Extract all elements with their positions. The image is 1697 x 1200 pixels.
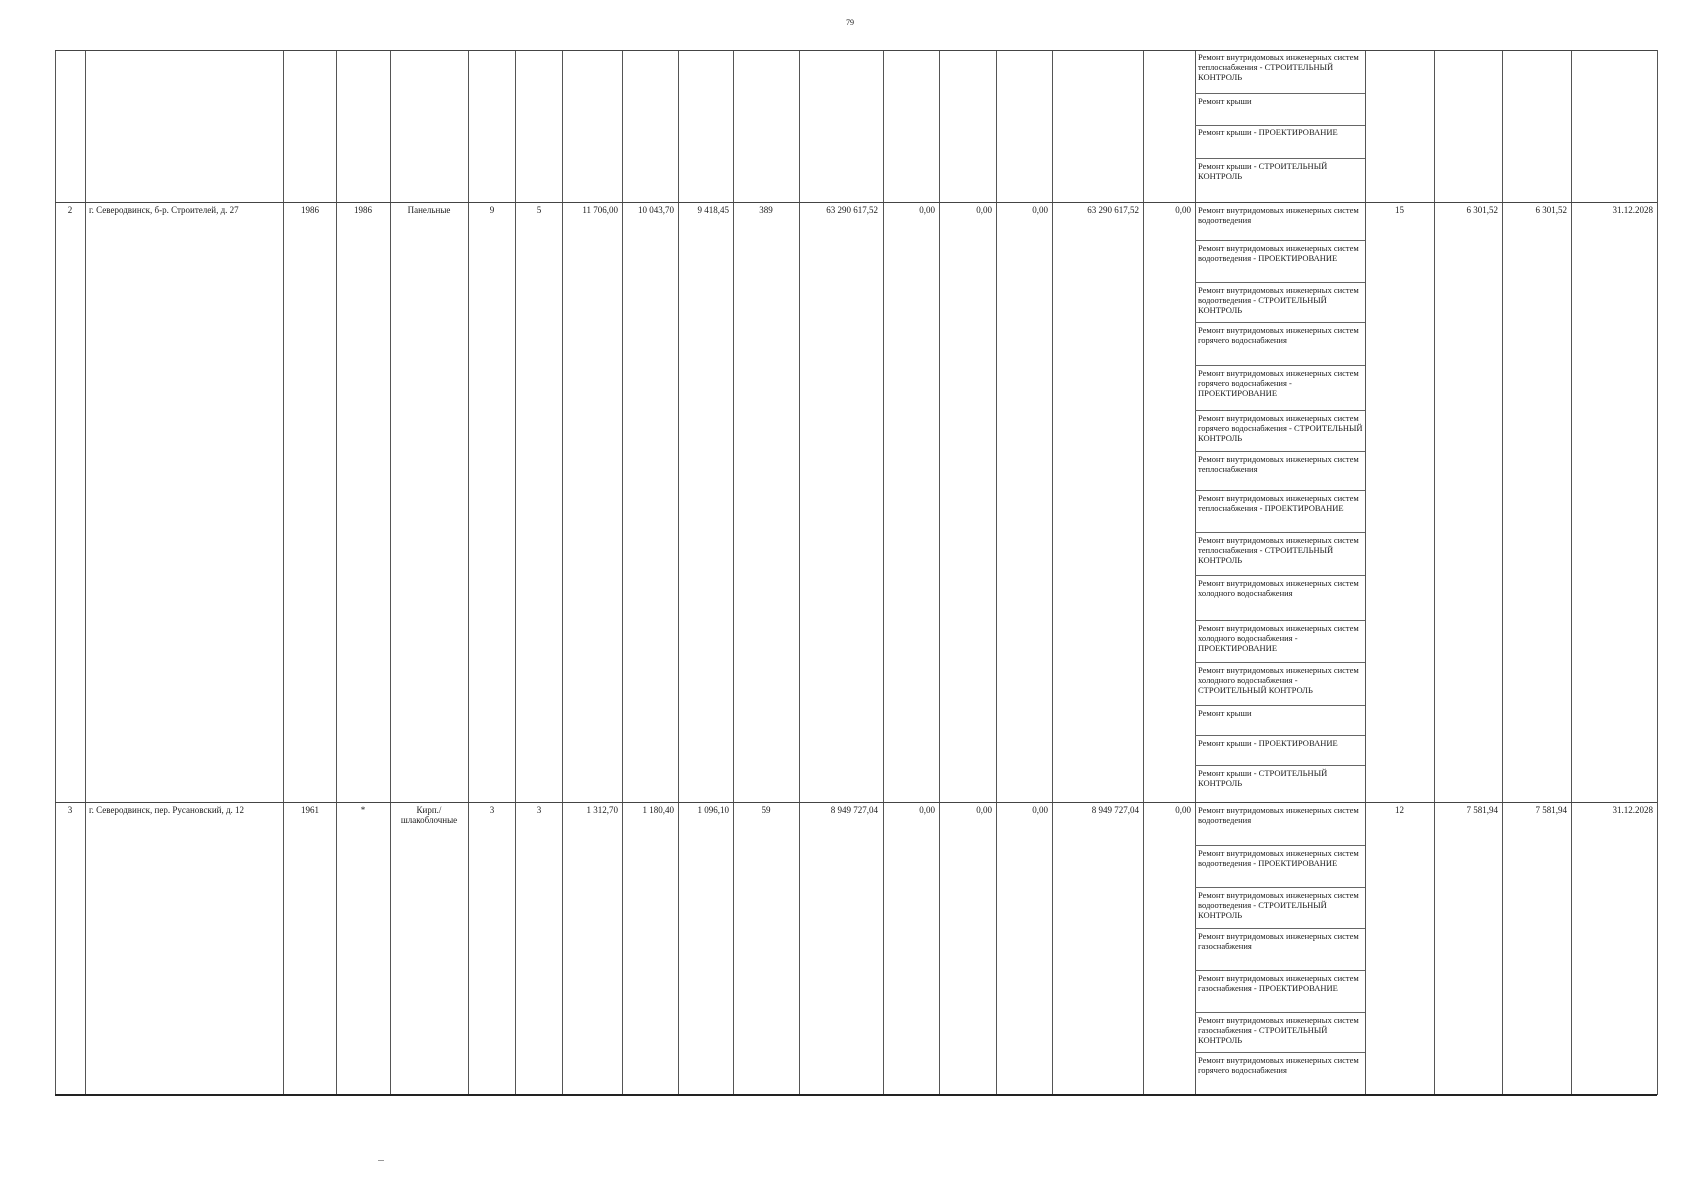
work-item: Ремонт внутридомовых инженерных систем водоотведения: [1198, 805, 1359, 825]
work-item: Ремонт внутридомовых инженерных систем теплоснабжения: [1198, 454, 1359, 474]
grid-line: [622, 50, 623, 1095]
grid-line: [733, 50, 734, 1095]
work-item: Ремонт внутридомовых инженерных систем холодного водоснабжения - СТРОИТЕЛЬНЫЙ КОНТРОЛЬ: [1198, 665, 1359, 695]
row-border: [55, 50, 1657, 51]
work-separator: [1195, 93, 1365, 94]
work-item: Ремонт крыши - ПРОЕКТИРОВАНИЕ: [1198, 738, 1338, 748]
works-count: 12: [1395, 805, 1404, 815]
grid-line: [55, 50, 56, 1095]
work-separator: [1195, 532, 1365, 533]
row-border: [55, 202, 1657, 203]
work-separator: [1195, 125, 1365, 126]
year-built: 1986: [301, 205, 319, 215]
work-item: Ремонт внутридомовых инженерных систем водоотведения - ПРОЕКТИРОВАНИЕ: [1198, 243, 1359, 263]
work-separator: [1195, 970, 1365, 971]
fund-other: 0,00: [1175, 805, 1191, 815]
residents: 59: [761, 805, 771, 815]
grid-line: [1365, 50, 1366, 1095]
area-residential: 9 418,45: [697, 205, 729, 215]
work-separator: [1195, 282, 1365, 283]
work-separator: [1195, 928, 1365, 929]
floors: 9: [489, 205, 495, 215]
row-number: 3: [67, 805, 73, 815]
fund-local: 0,00: [1032, 205, 1048, 215]
fund-federal: 0,00: [919, 205, 935, 215]
area-total: 11 706,00: [582, 205, 618, 215]
work-item: Ремонт внутридомовых инженерных систем горячего водоснабжения: [1198, 325, 1359, 345]
residents: 389: [759, 205, 773, 215]
work-item: Ремонт крыши - ПРОЕКТИРОВАНИЕ: [1198, 127, 1338, 137]
work-separator: [1195, 620, 1365, 621]
grid-line: [1195, 50, 1196, 1095]
deadline: 31.12.2028: [1612, 205, 1653, 215]
work-separator: [1195, 158, 1365, 159]
work-separator: [1195, 575, 1365, 576]
unit-cost: 7 581,94: [1466, 805, 1498, 815]
work-separator: [1195, 490, 1365, 491]
fund-federal: 0,00: [919, 805, 935, 815]
year-overhaul: 1986: [354, 205, 372, 215]
grid-line: [1502, 50, 1503, 1095]
grid-line: [336, 50, 337, 1095]
grid-line: [939, 50, 940, 1095]
limit-cost: 7 581,94: [1535, 805, 1567, 815]
work-item: Ремонт внутридомовых инженерных систем горячего водоснабжения - СТРОИТЕЛЬНЫЙ КОНТРОЛЬ: [1198, 413, 1363, 443]
fund-regional: 0,00: [976, 805, 992, 815]
work-item: Ремонт внутридомовых инженерных систем горячего водоснабжения - ПРОЕКТИРОВАНИЕ: [1198, 368, 1359, 398]
row-border: [55, 802, 1657, 803]
year-overhaul: *: [360, 805, 366, 815]
area-premises: 1 180,40: [642, 805, 674, 815]
work-separator: [1195, 765, 1365, 766]
work-item: Ремонт крыши: [1198, 708, 1252, 718]
fund-owners: 63 290 617,52: [1087, 205, 1139, 215]
work-item: Ремонт внутридомовых инженерных систем теплоснабжения - СТРОИТЕЛЬНЫЙ КОНТРОЛЬ: [1198, 52, 1359, 82]
work-item: Ремонт внутридомовых инженерных систем холодного водоснабжения - ПРОЕКТИРОВАНИЕ: [1198, 623, 1359, 653]
area-premises: 10 043,70: [638, 205, 674, 215]
grid-line: [468, 50, 469, 1095]
grid-line: [996, 50, 997, 1095]
work-item: Ремонт крыши: [1198, 96, 1252, 106]
entrances: 3: [536, 805, 542, 815]
unit-cost: 6 301,52: [1466, 205, 1498, 215]
fund-regional: 0,00: [976, 205, 992, 215]
work-item: Ремонт внутридомовых инженерных систем газоснабжения - ПРОЕКТИРОВАНИЕ: [1198, 973, 1359, 993]
row-number: 2: [67, 205, 73, 215]
grid-line: [390, 50, 391, 1095]
work-item: Ремонт внутридомовых инженерных систем газоснабжения: [1198, 931, 1359, 951]
area-residential: 1 096,10: [697, 805, 729, 815]
fund-local: 0,00: [1032, 805, 1048, 815]
work-item: Ремонт внутридомовых инженерных систем водоотведения - СТРОИТЕЛЬНЫЙ КОНТРОЛЬ: [1198, 285, 1359, 315]
work-separator: [1195, 365, 1365, 366]
work-separator: [1195, 735, 1365, 736]
year-built: 1961: [301, 805, 319, 815]
grid-line: [562, 50, 563, 1095]
grid-line: [1657, 50, 1658, 1095]
works-count: 15: [1395, 205, 1404, 215]
address: г. Северодвинск, пер. Русановский, д. 12: [89, 805, 245, 815]
work-separator: [1195, 845, 1365, 846]
grid-line: [283, 50, 284, 1095]
grid-line: [1434, 50, 1435, 1095]
cost-total: 8 949 727,04: [830, 805, 878, 815]
scan-mark: [378, 1160, 384, 1161]
grid-line: [678, 50, 679, 1095]
grid-line: [883, 50, 884, 1095]
cost-total: 63 290 617,52: [826, 205, 878, 215]
area-total: 1 312,70: [586, 805, 618, 815]
work-item: Ремонт крыши - СТРОИТЕЛЬНЫЙ КОНТРОЛЬ: [1198, 161, 1328, 181]
work-separator: [1195, 705, 1365, 706]
grid-line: [1052, 50, 1053, 1095]
work-item: Ремонт внутридомовых инженерных систем водоотведения - СТРОИТЕЛЬНЫЙ КОНТРОЛЬ: [1198, 890, 1359, 920]
grid-line: [85, 50, 86, 1095]
grid-line: [799, 50, 800, 1095]
work-separator: [1195, 240, 1365, 241]
grid-line: [515, 50, 516, 1095]
grid-line: [1143, 50, 1144, 1095]
wall-material: Кирп./ шлакоблочные: [400, 805, 458, 825]
floors: 3: [489, 805, 495, 815]
address: г. Северодвинск, б-р. Строителей, д. 27: [89, 205, 239, 215]
entrances: 5: [536, 205, 542, 215]
work-separator: [1195, 451, 1365, 452]
work-item: Ремонт внутридомовых инженерных систем водоотведения: [1198, 205, 1359, 225]
work-item: Ремонт внутридомовых инженерных систем водоотведения - ПРОЕКТИРОВАНИЕ: [1198, 848, 1359, 868]
fund-owners: 8 949 727,04: [1091, 805, 1139, 815]
work-item: Ремонт внутридомовых инженерных систем теплоснабжения - СТРОИТЕЛЬНЫЙ КОНТРОЛЬ: [1198, 535, 1359, 565]
work-item: Ремонт крыши - СТРОИТЕЛЬНЫЙ КОНТРОЛЬ: [1198, 768, 1328, 788]
table-bottom-border: [55, 1094, 1657, 1096]
work-separator: [1195, 1052, 1365, 1053]
limit-cost: 6 301,52: [1535, 205, 1567, 215]
deadline: 31.12.2028: [1612, 805, 1653, 815]
fund-other: 0,00: [1175, 205, 1191, 215]
work-item: Ремонт внутридомовых инженерных систем горячего водоснабжения: [1198, 1055, 1359, 1075]
wall-material: Панельные: [407, 205, 451, 215]
work-separator: [1195, 887, 1365, 888]
work-item: Ремонт внутридомовых инженерных систем холодного водоснабжения: [1198, 578, 1359, 598]
work-item: Ремонт внутридомовых инженерных систем теплоснабжения - ПРОЕКТИРОВАНИЕ: [1198, 493, 1359, 513]
work-item: Ремонт внутридомовых инженерных систем газоснабжения - СТРОИТЕЛЬНЫЙ КОНТРОЛЬ: [1198, 1015, 1359, 1045]
work-separator: [1195, 410, 1365, 411]
work-separator: [1195, 1012, 1365, 1013]
work-separator: [1195, 662, 1365, 663]
work-separator: [1195, 322, 1365, 323]
page-number: 79: [846, 18, 854, 27]
grid-line: [1571, 50, 1572, 1095]
